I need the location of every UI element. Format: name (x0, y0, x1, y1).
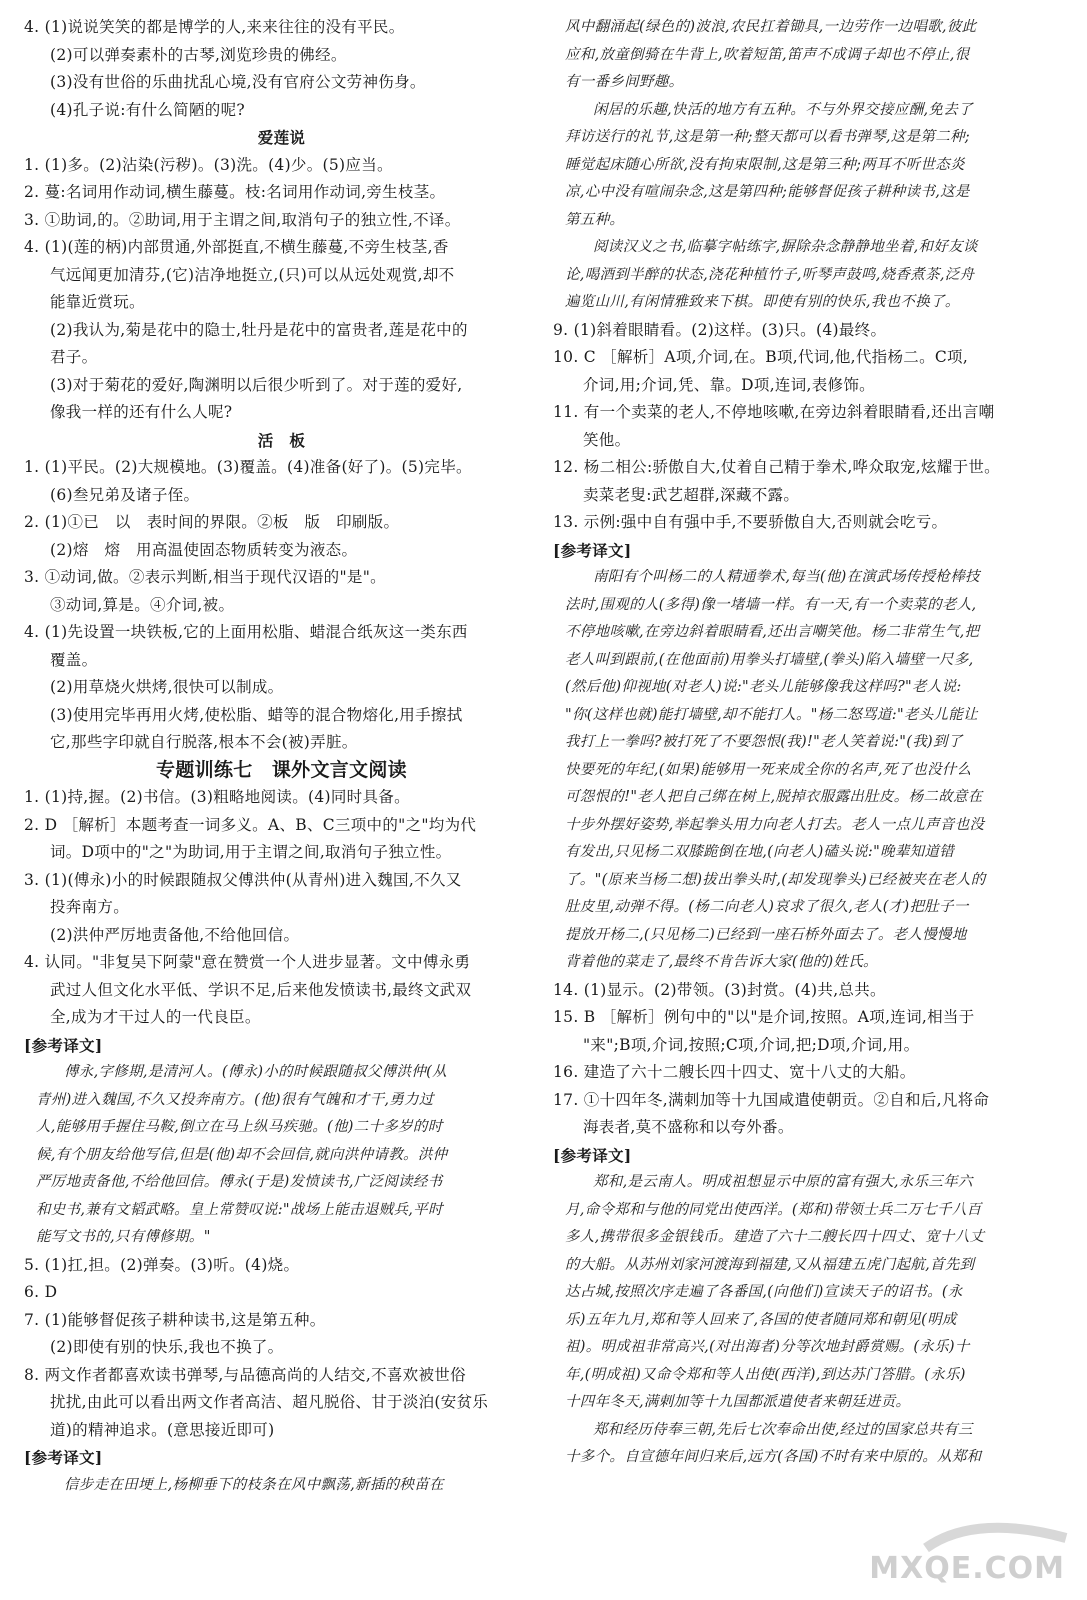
left-column-line: 1. (1)多。(2)沾染(污秽)。(3)洗。(4)少。(5)应当。 (24, 155, 393, 174)
left-column-line: 武过人但文化水平低、学识不足,后来他发愤读书,最终文武双 (50, 980, 472, 999)
left-column-line: 词。D项中的"之"为助词,用于主谓之间,取消句子独立性。 (50, 843, 452, 861)
left-column-line: 3. (1)(傅永)小的时候跟随叔父傅洪仲(从青州)进入魏国,不久又 (24, 870, 462, 889)
left-column-line: 2. D ［解析］本题考查一词多义。A、B、C三项中的"之"均为代 (24, 815, 477, 834)
left-column-line: 3. ①动词,做。②表示判断,相当于现代汉语的"是"。 (24, 568, 386, 586)
left-column-line: 信步走在田埂上,杨柳垂下的枝条在风中飘荡,新插的秧苗在 (64, 1476, 444, 1493)
left-column-line: 道)的精神追求。(意思接近即可) (50, 1420, 275, 1439)
right-column-line: 16. 建造了六十二艘长四十四丈、宽十八丈的大船。 (553, 1063, 916, 1081)
left-column-line: (2)我认为,菊是花中的隐士,牡丹是花中的富贵者,莲是花中的 (50, 320, 468, 339)
right-column-line: 风中翻涌起(绿色的)波浪,农民扛着锄具,一边劳作一边唱歌,彼此 (565, 19, 977, 35)
left-column-line: 专题训练七 课外文言文阅读 (156, 758, 407, 781)
left-column-line: 4. 认同。"非复吴下阿蒙"意在赞赏一个人进步显著。文中傅永勇 (24, 953, 471, 971)
left-column-line: 1. (1)持,握。(2)书信。(3)粗略地阅读。(4)同时具备。 (24, 788, 410, 806)
right-column-line: 乐)五年九月,郑和等人回来了,各国的使者随同郑和朝见(明成 (565, 1311, 957, 1328)
left-column-line: 全,成为才干过人的一代良臣。 (50, 1008, 261, 1026)
left-column-line: 扰扰,由此可以看出两文作者高洁、超凡脱俗、甘于淡泊(安贫乐 (50, 1393, 489, 1411)
right-column-line: 郑和,是云南人。明成祖想显示中原的富有强大,永乐三年六 (593, 1174, 973, 1190)
left-column-line: (6)叁兄弟及诸子侄。 (50, 485, 200, 504)
left-column-line: 4. (1)先设置一块铁板,它的上面用松脂、蜡混合纸灰这一类东西 (24, 623, 468, 641)
left-column-line: 候,有个朋友给他写信,但是(他)却不会回信,就向洪仲请教。洪仲 (36, 1146, 448, 1163)
left-column-line: 活 板 (257, 430, 306, 450)
right-column-line: 郑和经历侍奉三朝,先后七次奉命出使,经过的国家总共有三 (593, 1421, 973, 1438)
right-column-line: 遍览山川,有闲情雅致来下棋。即使有别的快乐,我也不换了。 (565, 294, 960, 310)
watermark-logo (841, 1518, 1071, 1588)
left-column-line: 2. 蔓:名词用作动词,横生藤蔓。枝:名词用作动词,旁生枝茎。 (24, 183, 446, 201)
left-column-line: (2)洪仲严厉地责备他,不给他回信。 (50, 925, 300, 944)
left-column-line: (2)用草烧火烘烤,很快可以制成。 (50, 678, 284, 696)
left-column-line: 和史书,兼有文韬武略。皇上常赞叹说:"战场上能击退贼兵,平时 (36, 1201, 443, 1218)
right-column-line: 11. 有一个卖菜的老人,不停地咳嗽,在旁边斜着眼睛看,还出言嘲 (553, 403, 995, 421)
left-column-line: (3)使用完毕再用火烤,使松脂、蜡等的混合物熔化,用手擦拭 (50, 705, 463, 724)
right-column-line: 南阳有个叫杨二的人精通拳术,每当(他)在演武场传授枪棒技 (593, 569, 980, 585)
right-column-line: "来";B项,介词,按照;C项,介词,把;D项,介词,用。 (583, 1035, 920, 1054)
left-column-line: 6. D (24, 1283, 58, 1301)
left-column-line: 气远闻更加清芬,(它)洁净地挺立,(只)可以从远处观赏,却不 (50, 265, 455, 284)
right-column-line: 第五种。 (565, 211, 625, 228)
left-column-line: (2)可以弹奏素朴的古琴,浏览珍贵的佛经。 (50, 45, 347, 64)
right-column-line: 十步外摆好姿势,举起拳头用力向老人打去。老人一点儿声音也没 (565, 816, 985, 833)
right-column-line: 12. 杨二相公:骄傲自大,仗着自己精于拳术,哗众取宠,炫耀于世。 (553, 458, 1000, 476)
left-column-line: (4)孔子说:有什么简陋的呢? (50, 100, 245, 119)
right-column (553, 14, 1068, 1472)
left-column-line: 4. (1)说说笑笑的都是博学的人,来来往往的没有平民。 (24, 18, 405, 36)
right-column-line: 阅读汉义之书,临摹字帖练字,摒除杂念静静地坐着,和好友谈 (593, 239, 978, 255)
right-column-line: "你(这样也就)能打墙壁,却不能打人。"杨二怒骂道:"老头儿能让 (565, 706, 978, 723)
left-column-line: 3. ①助词,的。②助词,用于主谓之间,取消句子的独立性,不译。 (24, 210, 461, 229)
left-column-line: 爱莲说 (257, 128, 306, 147)
right-column-line: 十四年冬天,满剌加等十九国都派遣使者来朝廷进贡。 (565, 1394, 911, 1410)
right-column-line: 海表者,莫不盛称和以夸外番。 (583, 1118, 794, 1136)
right-column-line: 13. 示例:强中自有强中手,不要骄傲自大,否则就会吃亏。 (553, 513, 948, 531)
right-column-line: 有发出,只见杨二双膝跪倒在地,(向老人)磕头说:"晚辈知道错 (565, 844, 955, 860)
right-column-line: [参考译文] (553, 540, 632, 560)
right-column-line: 背着他的菜走了,最终不肯告诉大家(他的)姓氏。 (565, 954, 878, 970)
right-column-line: 应和,放童倒骑在牛背上,吹着短笛,笛声不成调子却也不停止,很 (565, 46, 970, 63)
right-column-line: 肚皮里,动弹不得。(杨二向老人)哀求了很久,老人(才)把肚子一 (565, 899, 969, 915)
left-column-line: 严厉地责备他,不给他回信。傅永(于是)发愤读书,广泛阅读经书 (36, 1174, 443, 1190)
right-column-line: 祖)。明成祖非常高兴,(对出海者)分等次地封爵赏赐。(永乐)十 (565, 1339, 970, 1355)
right-column-line: 年,(明成祖)又命令郑和等人出使(西洋),到达苏门答腊。(永乐) (565, 1366, 966, 1383)
right-column-line: 闲居的乐趣,快活的地方有五种。不与外界交接应酬,免去了 (593, 101, 973, 118)
right-column-line: 论,喝酒到半醉的状态,浇花种植竹子,听琴声鼓鸣,烧香煮茶,泛舟 (565, 266, 975, 283)
left-column-line: 像我一样的还有什么人呢? (50, 403, 233, 421)
left-column-line: 8. 两文作者都喜欢读书弹琴,与品德高尚的人结交,不喜欢被世俗 (24, 1365, 466, 1384)
left-column-line: 4. (1)(莲的柄)内部贯通,外部挺直,不横生藤蔓,不旁生枝茎,香 (24, 238, 449, 256)
left-column-line: 人,能够用手握住马鞍,倒立在马上纵马疾驰。(他)二十多岁的时 (36, 1119, 443, 1135)
right-column-line: 17. ①十四年冬,满刺加等十九国咸遣使朝贡。②自和后,凡将命 (553, 1090, 990, 1109)
left-column-line: 7. (1)能够督促孩子耕种读书,这是第五种。 (24, 1310, 326, 1329)
right-column-line: 介词,用;介词,凭、靠。D项,连词,表修饰。 (583, 375, 875, 394)
left-column-line: [参考译文] (24, 1448, 103, 1467)
right-column-line: 多人,携带很多金银钱币。建造了六十二艘长四十四丈、宽十八丈 (565, 1229, 985, 1245)
watermark-text: MXQE.COM (869, 1551, 1065, 1586)
left-column-line: (2)熔 熔 用高温使固态物质转变为液态。 (50, 540, 358, 559)
left-column (24, 14, 539, 1499)
right-column-line: 拜访送行的礼节,这是第一种;整天都可以看书弹琴,这是第二种; (565, 129, 970, 145)
right-column-line: 睡觉起床随心所欲,没有拘束限制,这是第三种;两耳不听世态炎 (565, 156, 965, 173)
right-column-line: 十多个。自宣德年间归来后,远方(各国)不时有来中原的。从郑和 (565, 1449, 982, 1465)
right-column-line: 15. B ［解析］例句中的"以"是介词,按照。A项,连词,相当于 (553, 1008, 975, 1026)
right-column-line: 卖菜老叟:武艺超群,深藏不露。 (583, 485, 800, 504)
right-column-line: 老人叫到跟前,(在他面前)用拳头打墙壁,(拳头)陷入墙壁一尺多, (565, 651, 974, 668)
right-column-line: 笑他。 (583, 430, 631, 449)
left-column-line: (3)没有世俗的乐曲扰乱心境,没有官府公文劳神伤身。 (50, 73, 426, 91)
right-column-line: (然后他)仰视地(对老人)说:"老头儿能够像我这样吗?"老人说: (565, 679, 962, 695)
left-column-line: 能靠近赏玩。 (50, 293, 145, 311)
right-column-line: 快要死的年纪,(如果)能够用一死来成全你的名声,死了也没什么 (565, 761, 972, 778)
left-column-line: 傅永,字修期,是清河人。(傅永)小的时候跟随叔父傅洪仲(从 (64, 1064, 447, 1080)
right-column-line: [参考译文] (553, 1145, 632, 1165)
left-column-line: 青州)进入魏国,不久又投奔南方。(他)很有气魄和才干,勇力过 (36, 1091, 434, 1108)
right-column-line: 不停地咳嗽,在旁边斜着眼睛看,还出言嘲笑他。杨二非常生气,把 (565, 624, 980, 640)
right-column-line: 的大船。从苏州刘家河渡海到福建,又从福建五虎门起航,首先到 (565, 1256, 975, 1273)
left-column-line: 能写文书的,只有傅修期。" (36, 1229, 211, 1245)
right-column-line: 凉,心中没有喧闹杂念,这是第四种;能够督促孩子耕种读书,这是 (565, 184, 970, 200)
right-column-line: 14. (1)显示。(2)带领。(3)封赏。(4)共,总共。 (553, 980, 886, 999)
left-column-line: 5. (1)扛,担。(2)弹奏。(3)听。(4)烧。 (24, 1255, 300, 1274)
right-column-line: 我打上一拳吗?被打死了不要怨恨(我)!"老人笑着说:"(我)到了 (565, 734, 963, 750)
right-column-line: 了。"(原来当杨二想)拔出拳头时,(却发现拳头)已经被夹在老人的 (565, 871, 986, 888)
right-column-line: 10. C ［解析］A项,介词,在。B项,代词,他,代指杨二。C项, (553, 348, 969, 366)
left-column-line: 1. (1)平民。(2)大规模地。(3)覆盖。(4)准备(好了)。(5)完毕。 (24, 458, 472, 476)
left-column-line: 君子。 (50, 348, 98, 366)
left-column-line: 投奔南方。 (50, 898, 130, 916)
left-column-line: (2)即使有别的快乐,我也不换了。 (50, 1338, 284, 1356)
left-column-line: (3)对于菊花的爱好,陶渊明以后很少听到了。对于莲的爱好, (50, 375, 463, 394)
left-column-line: 覆盖。 (50, 650, 98, 669)
left-column-line: ③动词,算是。④介词,被。 (50, 595, 235, 614)
right-column-line: 9. (1)斜着眼睛看。(2)这样。(3)只。(4)最终。 (553, 320, 887, 339)
right-column-line: 有一番乡间野趣。 (565, 74, 684, 90)
right-column-line: 月,命令郑和与他的同党出使西洋。(郑和)带领士兵二万七千八百 (565, 1201, 982, 1218)
right-column-line: 可怨恨的!"老人把自己绑在树上,脱掉衣服露出肚皮。杨二故意在 (565, 789, 983, 805)
right-column-line: 达占城,按照次序走遍了各番国,(向他们)宣读天子的诏书。(永 (565, 1284, 963, 1300)
right-column-line: 法时,围观的人(多得)像一堵墙一样。有一天,有一个卖菜的老人, (565, 596, 977, 613)
left-column-line: [参考译文] (24, 1035, 103, 1055)
left-column-line: 它,那些字印就自行脱落,根本不会(被)弄脏。 (50, 733, 358, 751)
right-column-line: 提放开杨二,(只见杨二)已经到一座石桥外面去了。老人慢慢地 (565, 926, 967, 943)
left-column-line: 2. (1)①已 以 表时间的界限。②板 版 印刷版。 (24, 513, 400, 531)
